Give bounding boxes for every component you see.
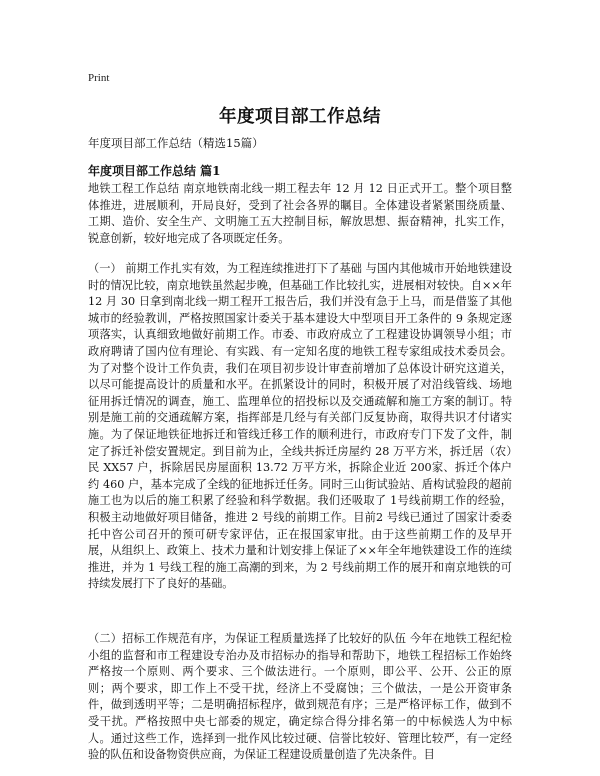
- paragraph-preliminary-work: （一） 前期工作扎实有效，为工程连续推进打下了基础 与国内其他城市开始地铁建设时的情况比较，南京地铁虽然起步晚，但基础工作比较扎实，进展相对较快。自××年 12 月 30 日拿到南北线一期工程开工报告后，我们并没有急于上马，而是借鉴了其他城市的经验教训，严格按照国家计委关于基本建设大中型项目开工条件的 9 条规定逐项落实，认真细致地做好前期工作。市委、市政府成立了工程建设协调领导小组；市政府聘请了国内位有理论、有实践、有一定知名度的地铁工程专家组成技术委员会。为了对整个设计工作负责，我们在项目初步设计审查前增加了总体设计研究这道关，以尽可能提高设计的质量和水平。在抓紧设计的同时，积极开展了对沿线管线、场地征用拆迁情况的调查，施工、监理单位的招投标以及交通疏解和施工方案的制订。特别是施工前的交通疏解方案，指挥部是几经与有关部门反复协商，取得共识才付诸实施。为了保证地铁征地拆迁和管线迁移工作的顺利进行，市政府专门下发了文件，制定了拆迁补偿安置规定。到目前为止，全线共拆迁房屋约 28 万平方米，拆迁居（农）民 XX57 户，拆除居民房屋面积 13.72 万平方米，拆除企业近 200家、拆迁个体户约 460 户，基本完成了全线的征地拆迁任务。同时三山街试验站、盾构试验段的超前施工也为以后的施工积累了经验和科学数据。我们还吸取了 1号线前期工作的经验，积极主动地做好项目储备，推进 2 号线的前期工作。目前2 号线已通过了国家计委委托中咨公司召开的预可研专家评估，正在报国家审批。由于这些前期工作的及早开展，从组织上、政策上、技术力量和计划安排上保证了××年全年地铁建设工作的连续推进，并为 1 号线工程的施工高潮的到来，为 2 号线前期工作的展开和南京地铁的可持续发展打下了良好的基础。: [88, 262, 512, 591]
- section-heading: 年度项目部工作总结 篇1: [88, 164, 221, 178]
- print-label: Print: [88, 72, 110, 84]
- document-title: 年度项目部工作总结: [219, 107, 381, 127]
- paragraph-intro: 地铁工程工作总结 南京地铁南北线一期工程去年 12 月 12 日正式开工。整个项目整体推进，进展顺利，开局良好，受到了社会各界的瞩目。全体建设者紧紧围绕质量、工期、造价、安全生产、文明施工五大控制目标，解放思想、振奋精神，扎实工作，锐意创新，较好地完成了各项既定任务。: [88, 182, 512, 245]
- paragraph-bidding-work: （二）招标工作规范有序，为保证工程质量选择了比较好的队伍 今年在地铁工程纪检小组的监督和市工程建设专治办及市招标办的指导和帮助下，地铁工程招标工作始终严格按一个原则、两个要求、三个做法进行。一个原则，即公平、公开、公正的原则；两个要求，即工作上不受干扰，经济上不受腐蚀；三个做法，一是公开资审条件，做到透明平等；二是明确招标程序，做到规范有序；三是严格评标工作，做到不受干扰。严格按照中央七部委的规定，确定综合得分排名第一的中标候选人为中标人。通过这些工作，选择到一批作风比较过硬、信誉比较好、管理比较严，有一定经验的队伍和设备物资供应商，为保证工程建设质量创造了先决条件。目: [88, 632, 512, 762]
- document-subtitle: 年度项目部工作总结（精选15篇）: [88, 136, 264, 150]
